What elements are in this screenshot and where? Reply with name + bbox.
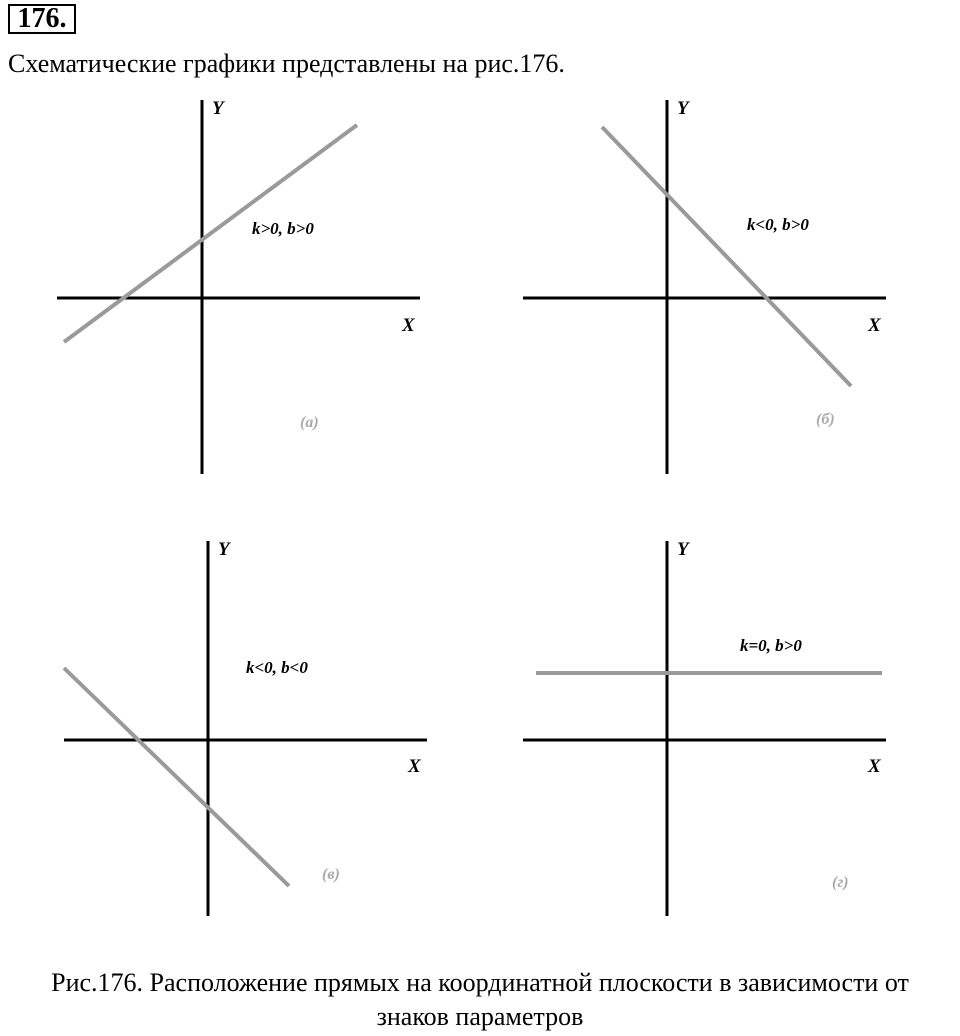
- condition-label: k<0, b>0: [747, 215, 809, 234]
- graph-line: [602, 127, 851, 386]
- intro-text: Схематические графики представлены на рис.176.: [8, 49, 565, 78]
- graph-line: [64, 668, 289, 886]
- panel-v: [64, 539, 427, 916]
- panel-a: [57, 98, 420, 474]
- x-axis-label: X: [868, 756, 881, 777]
- problem-number: 176.: [8, 4, 76, 34]
- x-axis-label: X: [402, 315, 415, 336]
- panel-g: [523, 539, 886, 916]
- caption-line-1: Рис.176. Расположение прямых на координатной плоскости в зависимости от: [51, 968, 909, 997]
- panel-label: (г): [832, 874, 849, 891]
- condition-label: k=0, b>0: [740, 636, 802, 655]
- condition-label: k>0, b>0: [252, 219, 314, 238]
- y-axis-label: Y: [677, 98, 689, 119]
- panel-label: (в): [322, 866, 340, 883]
- y-axis-label: Y: [218, 539, 230, 560]
- x-axis-label: X: [868, 315, 881, 336]
- condition-label: k<0, b<0: [246, 658, 308, 677]
- panel-b: [523, 98, 886, 474]
- caption-line-2: знаков параметров: [376, 1002, 584, 1031]
- panel-label: (б): [816, 411, 835, 428]
- figure-caption: [0, 966, 960, 1034]
- x-axis-label: X: [408, 756, 421, 777]
- panel-label: (а): [300, 414, 319, 431]
- y-axis-label: Y: [212, 98, 224, 119]
- y-axis-label: Y: [677, 539, 689, 560]
